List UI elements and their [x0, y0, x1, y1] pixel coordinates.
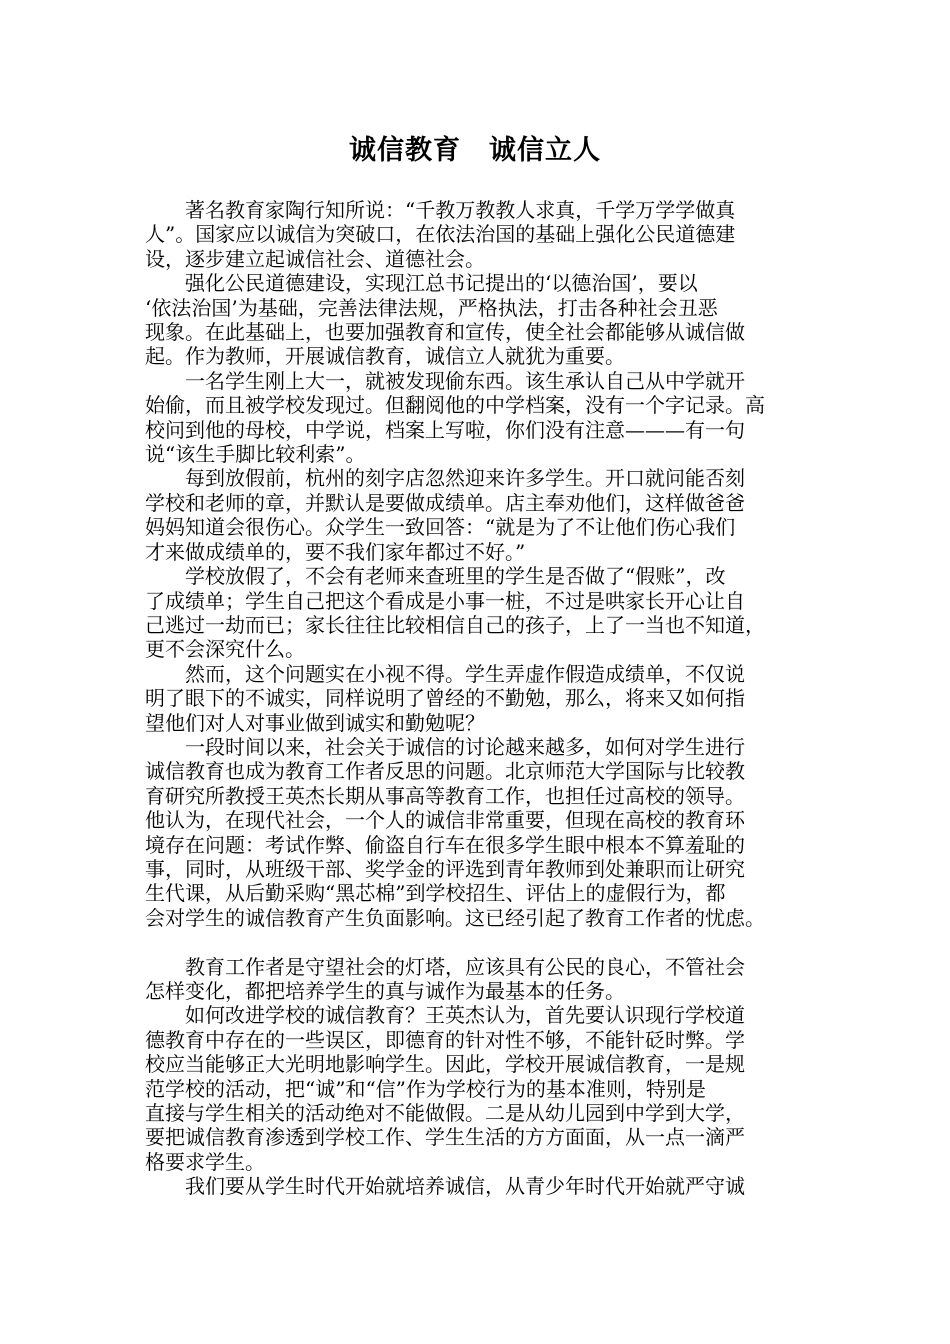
text-line: 事，同时，从班级干部、奖学金的评选到青年教师到处兼职而让研究 [145, 856, 745, 881]
text-line: 范学校的活动，把“诚”和“信”作为学校行为的基本准则，特别是 [145, 1076, 706, 1101]
text-line: 每到放假前，杭州的刻字店忽然迎来许多学生。开口就问能否刻 [185, 466, 745, 491]
text-line: 如何改进学校的诚信教育？王英杰认为，首先要认识现行学校道 [185, 1003, 745, 1028]
text-line: 会对学生的诚信教育产生负面影响。这已经引起了教育工作者的忧虑。 [145, 905, 765, 930]
paragraph [145, 955, 805, 1004]
text-line: 教育工作者是守望社会的灯塔，应该具有公民的良心，不管社会 [185, 954, 745, 979]
text-line: 校问到他的母校，中学说，档案上写啦，你们没有注意———有一句 [145, 417, 745, 442]
text-line: 更不会深究什么。 [145, 637, 305, 662]
text-line: 始偷，而且被学校发现过。但翻阅他的中学档案，没有一个字记录。高 [145, 393, 765, 418]
text-line: 要把诚信教育渗透到学校工作、学生生活的方方面面，从一点一滴严 [145, 1125, 745, 1150]
body-text [145, 198, 805, 1199]
text-line: 说“该生手脚比较利索”。 [145, 442, 366, 467]
text-line: 人”。国家应以诚信为突破口，在依法治国的基础上强化公民道德建 [145, 222, 736, 247]
paragraph [145, 466, 805, 564]
text-line: 学校和老师的章，并默认是要做成绩单。店主奉劝他们，这样做爸爸 [145, 490, 745, 515]
text-line: 才来做成绩单的，要不我们家年都过不好。” [145, 539, 526, 564]
text-line: 己逃过一劫而已；家长往往比较相信自己的孩子，上了一当也不知道， [145, 612, 765, 637]
text-line: 德教育中存在的一些误区，即德育的针对性不够，不能针砭时弊。学 [145, 1027, 745, 1052]
text-line: 设，逐步建立起诚信社会、道德社会。 [145, 246, 485, 271]
text-line: 望他们对人对事业做到诚实和勤勉呢？ [145, 710, 485, 735]
text-line: 一段时间以来，社会关于诚信的讨论越来越多，如何对学生进行 [185, 734, 745, 759]
paragraph [145, 564, 805, 662]
paragraph [145, 198, 805, 271]
paragraph [145, 369, 805, 467]
text-line: 怎样变化，都把培养学生的真与诚作为最基本的任务。 [145, 978, 625, 1003]
text-line: 格要求学生。 [145, 1149, 265, 1174]
paragraph [145, 735, 805, 930]
text-line: 著名教育家陶行知所说：“千教万教教人求真，千学万学学做真 [185, 198, 736, 222]
text-line: 境存在问题：考试作弊、偷盗自行车在很多学生眼中根本不算羞耻的 [145, 832, 745, 857]
paragraph [145, 271, 805, 369]
paragraph [145, 1174, 805, 1198]
text-line: 起。作为教师，开展诚信教育，诚信立人就犹为重要。 [145, 344, 625, 369]
text-line: 诚信教育也成为教育工作者反思的问题。北京师范大学国际与比较教 [145, 759, 745, 784]
text-line: 妈妈知道会很伤心。众学生一致回答：“就是为了不让他们伤心我们 [145, 515, 736, 540]
text-line: ‘依法治国’为基础，完善法律法规，严格执法，打击各种社会丑恶 [145, 295, 718, 320]
text-line: 然而，这个问题实在小视不得。学生弄虚作假造成绩单，不仅说 [185, 661, 745, 686]
text-line: 明了眼下的不诚实，同样说明了曾经的不勤勉，那么，将来又如何指 [145, 686, 745, 711]
text-line: 育研究所教授王英杰长期从事高等教育工作，也担任过高校的领导。 [145, 783, 745, 808]
text-line: 他认为，在现代社会，一个人的诚信非常重要，但现在高校的教育环 [145, 808, 745, 833]
text-line: 一名学生刚上大一，就被发现偷东西。该生承认自己从中学就开 [185, 368, 745, 393]
text-line: 直接与学生相关的活动绝对不能做假。二是从幼儿园到中学到大学， [145, 1101, 745, 1126]
paragraph [145, 1003, 805, 1174]
text-line: 我们要从学生时代开始就培养诚信，从青少年时代开始就严守诚 [185, 1174, 745, 1199]
text-line: 生代课，从后勤采购“黑芯棉”到学校招生、评估上的虚假行为，都 [145, 881, 726, 906]
text-line: 强化公民道德建设，实现江总书记提出的‘以德治国’，要以 [185, 271, 698, 296]
text-line: 现象。在此基础上，也要加强教育和宣传，使全社会都能够从诚信做 [145, 320, 745, 345]
text-line: 了成绩单；学生自己把这个看成是小事一桩，不过是哄家长开心让自 [145, 588, 745, 613]
paragraph [145, 662, 805, 735]
page-title: 诚信教育 诚信立人 [349, 135, 601, 166]
text-line: 学校放假了，不会有老师来查班里的学生是否做了“假账”，改 [185, 564, 726, 589]
text-line: 校应当能够正大光明地影响学生。因此，学校开展诚信教育，一是规 [145, 1052, 745, 1077]
